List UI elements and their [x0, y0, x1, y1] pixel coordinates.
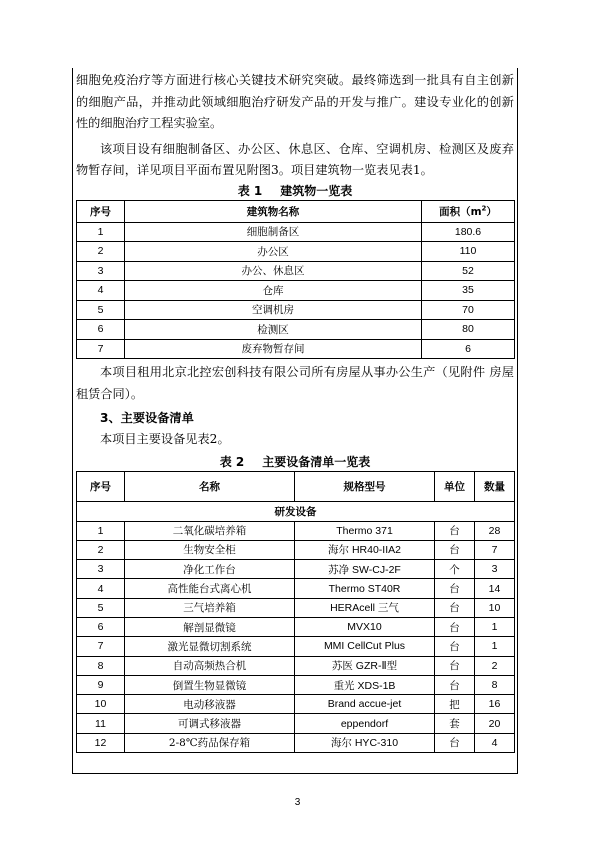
table1-cell-name: 空调机房: [125, 300, 422, 320]
table-row: [77, 222, 515, 242]
table1-cell-seq: 5: [77, 300, 125, 320]
table-row: [77, 242, 515, 262]
table-row: [77, 261, 515, 281]
page-number: 3: [294, 797, 301, 808]
table1-cell-seq: 4: [77, 281, 125, 301]
table1-cell-name: 办公、休息区: [125, 261, 422, 281]
table-row: [77, 320, 515, 340]
table2-cell-name: 2-8℃药品保存箱: [125, 733, 295, 752]
table2-cell-model: Thermo ST40R: [295, 579, 435, 598]
table1-cell-area: 6: [422, 339, 515, 359]
table1-header-area-text: 面积（m: [439, 205, 482, 218]
table1-caption: [76, 183, 514, 200]
table2-cell-name: 高性能台式离心机: [125, 579, 295, 598]
table2-cell-name: 二氧化碳培养箱: [125, 521, 295, 540]
table1-cell-area: 52: [422, 261, 515, 281]
table2-cell-model: MVX10: [295, 617, 435, 636]
table-row: [77, 637, 515, 656]
table2-cell-qty: 10: [475, 598, 515, 617]
table2-cell-model: 苏医 GZR-Ⅱ型: [295, 656, 435, 675]
table-row: [77, 617, 515, 636]
table-row: [77, 733, 515, 752]
table2-cell-name: 三气培养箱: [125, 598, 295, 617]
table1-cell-area: 80: [422, 320, 515, 340]
table2-cell-qty: 16: [475, 695, 515, 714]
table2-cell-model: eppendorf: [295, 714, 435, 733]
table2-cell-qty: 3: [475, 560, 515, 579]
table2-cell-qty: 1: [475, 637, 515, 656]
table1-cell-seq: 3: [77, 261, 125, 281]
table1-cell-area: 70: [422, 300, 515, 320]
table1-cell-seq: 1: [77, 222, 125, 242]
table2-cell-name: 可调式移液器: [125, 714, 295, 733]
table2-cell-seq: 10: [77, 695, 125, 714]
table-row: [77, 521, 515, 540]
table2-cell-qty: 7: [475, 540, 515, 559]
paragraph-3: 本项目租用北京北控宏创科技有限公司所有房屋从事办公生产（见附件 房屋租赁合同）。: [76, 365, 514, 401]
table2-header-qty: 数量: [475, 471, 515, 501]
table-row: [77, 695, 515, 714]
table2-cell-unit: 个: [435, 560, 475, 579]
table2-cell-qty: 1: [475, 617, 515, 636]
table2-caption-number: 表 2: [219, 454, 245, 469]
table2-cell-unit: 台: [435, 521, 475, 540]
table-row: [77, 656, 515, 675]
table1-header-area: [422, 200, 515, 222]
table2-cell-unit: 台: [435, 540, 475, 559]
table1-cell-area: 180.6: [422, 222, 515, 242]
table-row: [77, 339, 515, 359]
table-row: [77, 300, 515, 320]
table2-cell-unit: 台: [435, 617, 475, 636]
table2-header-model: 规格型号: [295, 471, 435, 501]
table1-cell-name: 细胞制备区: [125, 222, 422, 242]
table2-cell-unit: 台: [435, 637, 475, 656]
table2-caption: [76, 454, 514, 471]
table2-cell-name: 解剖显微镜: [125, 617, 295, 636]
document-body: [76, 70, 514, 753]
table1-header-seq: 序号: [77, 200, 125, 222]
paragraph-1: 细胞免疫治疗等方面进行核心关键技术研究突破。最终筛选到一批具有自主创新的细胞产品，并推动此领域细胞治疗研发产品的开发与推广。建设专业化的创新性的细胞治疗工程实验室。: [76, 73, 514, 130]
table-row: [77, 281, 515, 301]
table2-cell-unit: 把: [435, 695, 475, 714]
table2-cell-seq: 3: [77, 560, 125, 579]
table1-cell-seq: 7: [77, 339, 125, 359]
table-row: [77, 598, 515, 617]
table2-cell-unit: 台: [435, 675, 475, 694]
table1-cell-name: 废弃物暂存间: [125, 339, 422, 359]
table2-cell-seq: 4: [77, 579, 125, 598]
table2-cell-model: Brand accue-jet: [295, 695, 435, 714]
table2-header-unit: 单位: [435, 471, 475, 501]
table2-cell-model: 苏净 SW-CJ-2F: [295, 560, 435, 579]
table2-header-row: [77, 471, 515, 501]
table-row: [77, 714, 515, 733]
section-heading-equipment: 3、主要设备清单: [100, 411, 194, 425]
table2-cell-qty: 14: [475, 579, 515, 598]
table2-section-label: 研发设备: [77, 501, 515, 521]
table2-cell-qty: 20: [475, 714, 515, 733]
table-row: [77, 560, 515, 579]
table2-cell-name: 生物安全柜: [125, 540, 295, 559]
table1-header-area-sup: 2: [481, 204, 487, 212]
table2-cell-seq: 9: [77, 675, 125, 694]
table2-cell-model: Thermo 371: [295, 521, 435, 540]
table1-cell-seq: 2: [77, 242, 125, 262]
table2-cell-model: MMI CellCut Plus: [295, 637, 435, 656]
equipment-table: [76, 471, 515, 754]
table2-cell-unit: 台: [435, 656, 475, 675]
table2-cell-qty: 28: [475, 521, 515, 540]
table2-cell-seq: 1: [77, 521, 125, 540]
table1-cell-area: 110: [422, 242, 515, 262]
table2-cell-model: 重光 XDS-1B: [295, 675, 435, 694]
table-row: [77, 540, 515, 559]
table2-cell-qty: 4: [475, 733, 515, 752]
paragraph-2: 该项目设有细胞制备区、办公区、休息区、仓库、空调机房、检测区及废弃物暂存间，详见项目平面布置见附图3。项目建筑物一览表见表1。: [76, 141, 514, 177]
table1-cell-seq: 6: [77, 320, 125, 340]
table-row: [77, 675, 515, 694]
buildings-table: [76, 200, 515, 360]
table2-section-row: [77, 501, 515, 521]
table2-cell-qty: 2: [475, 656, 515, 675]
table1-header-area-end: ）: [486, 205, 497, 218]
table2-header-seq: 序号: [77, 471, 125, 501]
table2-cell-name: 电动移液器: [125, 695, 295, 714]
paragraph-4: 本项目主要设备见表2。: [100, 432, 230, 446]
table2-cell-model: 海尔 HR40-IIA2: [295, 540, 435, 559]
table1-cell-name: 仓库: [125, 281, 422, 301]
table2-cell-unit: 台: [435, 579, 475, 598]
table2-cell-unit: 套: [435, 714, 475, 733]
table2-header-name: 名称: [125, 471, 295, 501]
table2-cell-qty: 8: [475, 675, 515, 694]
table2-cell-name: 净化工作台: [125, 560, 295, 579]
table1-header-row: [77, 200, 515, 222]
table2-caption-title: 主要设备清单一览表: [262, 454, 371, 469]
table2-cell-seq: 11: [77, 714, 125, 733]
table2-cell-unit: 台: [435, 598, 475, 617]
table2-cell-unit: 台: [435, 733, 475, 752]
table2-cell-model: HERAcell 三气: [295, 598, 435, 617]
table2-cell-name: 激光显微切割系统: [125, 637, 295, 656]
table2-cell-name: 倒置生物显微镜: [125, 675, 295, 694]
table2-cell-seq: 12: [77, 733, 125, 752]
table1-header-name: 建筑物名称: [125, 200, 422, 222]
table2-cell-seq: 6: [77, 617, 125, 636]
table2-cell-seq: 7: [77, 637, 125, 656]
table1-cell-area: 35: [422, 281, 515, 301]
table1-caption-title: 建筑物一览表: [280, 183, 353, 198]
table-row: [77, 579, 515, 598]
table1-cell-name: 办公区: [125, 242, 422, 262]
table2-cell-seq: 8: [77, 656, 125, 675]
table2-cell-seq: 2: [77, 540, 125, 559]
table1-cell-name: 检测区: [125, 320, 422, 340]
table1-caption-number: 表 1: [237, 183, 263, 198]
table2-cell-model: 海尔 HYC-310: [295, 733, 435, 752]
table2-cell-name: 自动高频热合机: [125, 656, 295, 675]
table2-cell-seq: 5: [77, 598, 125, 617]
